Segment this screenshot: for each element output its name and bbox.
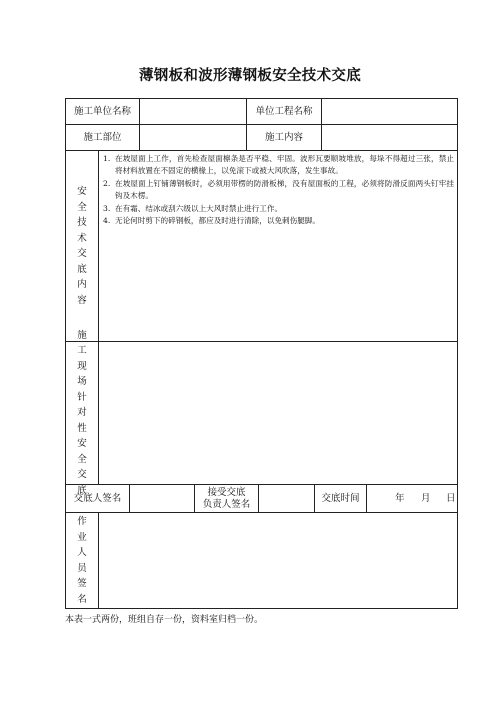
site-specific-label-text: 施 工 现 场 针 对 性 安 全 交 底 bbox=[77, 329, 87, 496]
safety-items-list bbox=[101, 153, 454, 227]
handover-signer-label: 交底人签名 bbox=[73, 492, 122, 504]
worker-signature-field[interactable] bbox=[99, 513, 457, 608]
day-label: 日 bbox=[446, 492, 456, 504]
list-item: 2. 在坡屋面上钉铺薄钢板时，必须用带楞的防滑板梯，没有屋面板的工程，必须将防滑反面两头钉牢挂钩及木楞。 bbox=[103, 178, 454, 201]
document-title: 薄钢板和波形薄钢板安全技术交底 bbox=[139, 68, 361, 84]
content-field[interactable] bbox=[322, 125, 457, 150]
footnote: 本表一式两份，班组自存一份，资料室归档一份。 bbox=[65, 615, 264, 625]
worker-signature-label-text: 作 业 人 员 签 名 bbox=[77, 516, 87, 605]
list-item: 4. 无论何时剪下的碎钢板，都应及时进行清除，以免刺伤腿脚。 bbox=[103, 216, 321, 226]
row-divider bbox=[66, 150, 457, 151]
safety-content-label-text: 安 全 技 术 交 底 内 容 bbox=[77, 186, 87, 306]
project-name-field[interactable] bbox=[322, 99, 457, 124]
list-item: 1. 在坡屋面上工作，首先检查屋面檩条是否平稳、牢固。波形瓦要顺坡堆放，每垛不得超过三张，禁止将材料放置在不固定的横椽上，以免滚下或被大风吹落，发生事故。 bbox=[103, 154, 454, 176]
location-field[interactable] bbox=[140, 125, 246, 150]
content-label: 施工内容 bbox=[264, 131, 303, 143]
site-specific-field[interactable] bbox=[99, 342, 457, 484]
receiver-signer-label: 接受交底 负责人签名 bbox=[202, 487, 251, 510]
month-label: 月 bbox=[421, 492, 431, 504]
handover-signer-field[interactable] bbox=[130, 485, 194, 512]
list-item: 3. 在有霜、结冰或刮六级以上大风时禁止进行工作。 bbox=[103, 203, 283, 213]
unit-name-field[interactable] bbox=[140, 99, 246, 124]
safety-handover-form bbox=[65, 98, 458, 609]
unit-name-label: 施工单位名称 bbox=[73, 105, 131, 117]
site-specific-label bbox=[66, 329, 98, 496]
worker-signature-label bbox=[66, 513, 98, 608]
safety-content-label bbox=[66, 151, 98, 341]
receiver-signer-field[interactable] bbox=[259, 485, 314, 512]
handover-date-field[interactable] bbox=[367, 485, 457, 512]
year-label: 年 bbox=[395, 492, 405, 504]
project-name-label: 单位工程名称 bbox=[255, 105, 313, 117]
location-label: 施工部位 bbox=[83, 131, 122, 143]
handover-time-label: 交底时间 bbox=[321, 492, 360, 504]
